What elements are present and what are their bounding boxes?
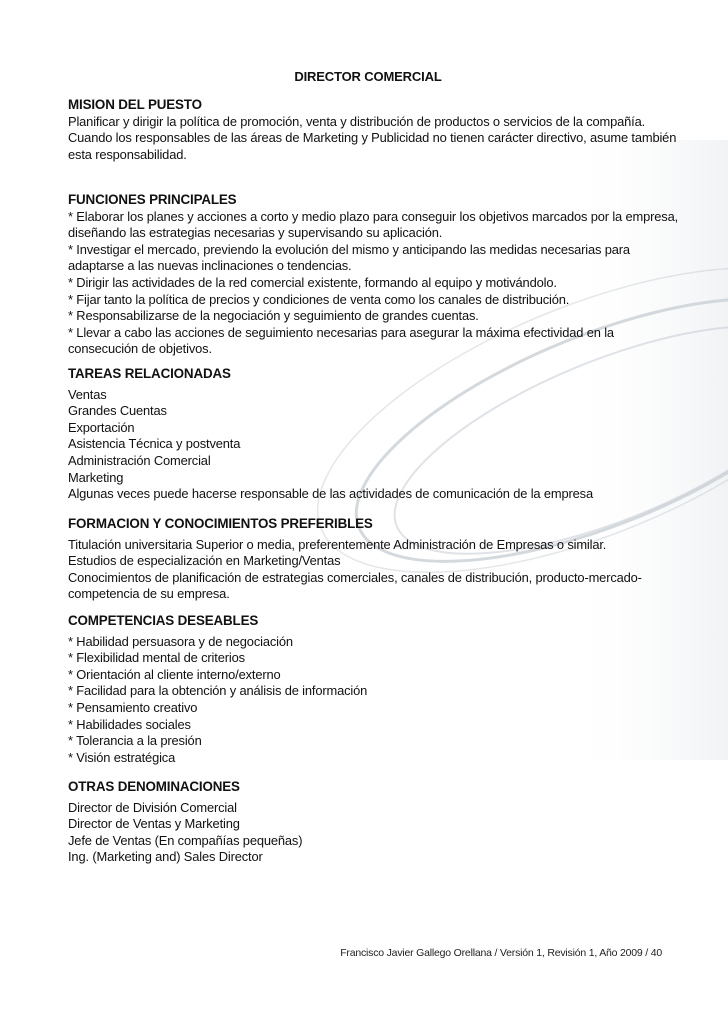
text-line: diseñando las estrategias necesarias y supervisando su aplicación. [68, 225, 443, 241]
section-heading: COMPETENCIAS DESEABLES [68, 613, 259, 628]
list-item: Algunas veces puede hacerse responsable de las actividades de comunicación de la empresa [68, 486, 593, 502]
list-item: Asistencia Técnica y postventa [68, 436, 241, 452]
text-line: Estudios de especialización en Marketing/Ventas [68, 553, 341, 569]
text-line: * Llevar a cabo las acciones de seguimiento necesarias para asegurar la máxima efectividad en la [68, 324, 614, 340]
list-item: Director de División Comercial [68, 799, 237, 815]
section-tareas [68, 366, 668, 503]
text-line: * Fijar tanto la política de precios y condiciones de venta como los canales de distribución. [68, 291, 570, 307]
section-competencias [68, 613, 668, 766]
text-line: consecución de objetivos. [68, 341, 212, 357]
text-line: Titulación universitaria Superior o media, preferentemente Administración de Empresas o similar. [68, 536, 607, 552]
list-item: * Habilidad persuasora y de negociación [68, 633, 293, 649]
list-item: Director de Ventas y Marketing [68, 816, 240, 832]
list-item: * Pensamiento creativo [68, 699, 198, 715]
list-item: Exportación [68, 419, 135, 435]
list-item: * Tolerancia a la presión [68, 733, 202, 749]
text-line: Planificar y dirigir la política de promoción, venta y distribución de productos o servicios de la compañía. [68, 113, 646, 129]
section-funciones [68, 192, 679, 358]
text-line: * Responsabilizarse de la negociación y seguimiento de grandes cuentas. [68, 308, 479, 324]
list-item: * Facilidad para la obtención y análisis de información [68, 683, 368, 699]
list-item: * Flexibilidad mental de criterios [68, 650, 245, 666]
section-mision [68, 97, 677, 163]
text-line: adaptarse a las nuevas inclinaciones o tendencias. [68, 258, 352, 274]
list-item: Marketing [68, 469, 124, 485]
text-line: * Investigar el mercado, previendo la evolución del mismo y anticipando las medidas necesarias para [68, 241, 630, 257]
text-line: esta responsabilidad. [68, 146, 187, 162]
list-item: Ing. (Marketing and) Sales Director [68, 849, 263, 865]
list-item: Jefe de Ventas (En compañías pequeñas) [68, 832, 303, 848]
text-line: Conocimientos de planificación de estrategias comerciales, canales de distribución, producto-mercado- [68, 569, 642, 585]
section-otras [68, 779, 668, 866]
section-heading: MISION DEL PUESTO [68, 97, 202, 112]
list-item: Ventas [68, 386, 107, 402]
section-heading: FORMACION Y CONOCIMIENTOS PREFERIBLES [68, 516, 373, 531]
list-item: * Orientación al cliente interno/externo [68, 666, 281, 682]
section-formacion [68, 516, 668, 603]
page-footer: Francisco Javier Gallego Orellana / Versión 1, Revisión 1, Año 2009 / 40 [340, 947, 662, 959]
text-line: * Elaborar los planes y acciones a corto y medio plazo para conseguir los objetivos marcados por la empresa, [68, 208, 679, 224]
list-item: * Visión estratégica [68, 749, 176, 765]
list-item: * Habilidades sociales [68, 716, 191, 732]
list-item: Grandes Cuentas [68, 403, 167, 419]
section-heading: FUNCIONES PRINCIPALES [68, 192, 237, 207]
text-line: competencia de su empresa. [68, 586, 230, 602]
list-item: Administración Comercial [68, 452, 211, 468]
section-heading: TAREAS RELACIONADAS [68, 366, 231, 381]
page-title: DIRECTOR COMERCIAL [294, 69, 442, 84]
text-line: Cuando los responsables de las áreas de Marketing y Publicidad no tienen carácter directivo, asume también [68, 130, 677, 146]
section-heading: OTRAS DENOMINACIONES [68, 779, 240, 794]
text-line: * Dirigir las actividades de la red comercial existente, formando al equipo y motivándolo. [68, 274, 557, 290]
